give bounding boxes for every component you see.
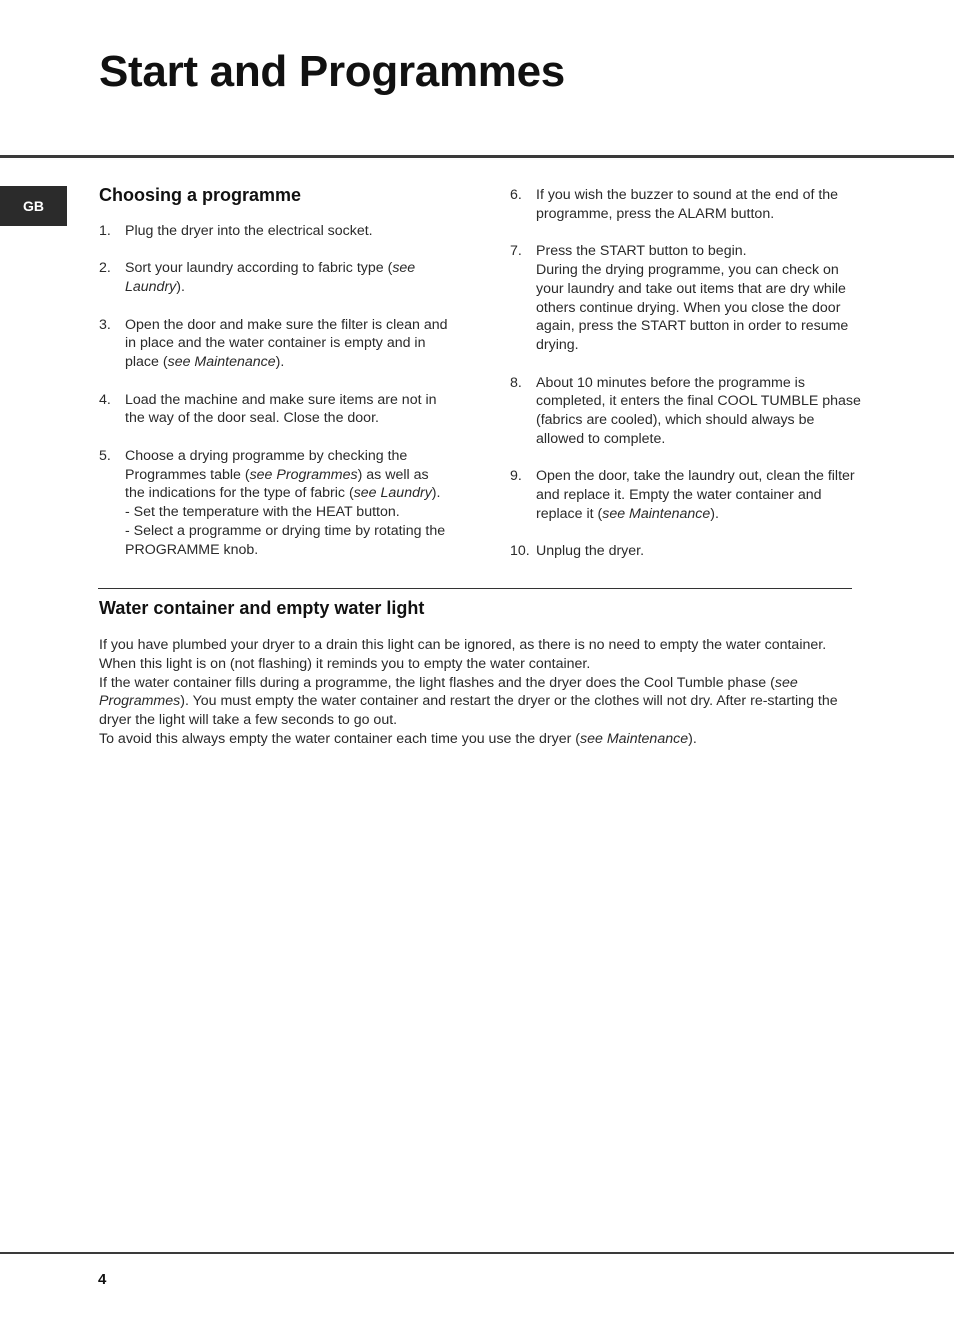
water-section-body	[99, 636, 859, 749]
cross-reference: see Laundry	[125, 260, 416, 296]
step-number: 2.	[99, 260, 111, 277]
cross-reference: see Maintenance	[167, 354, 276, 371]
step-number: 3.	[99, 316, 111, 333]
list-item	[99, 391, 451, 429]
step-text: ).	[431, 485, 441, 502]
step-text: Load the machine and make sure items are not in the way of the door seal. Close the door.	[125, 391, 437, 427]
list-item	[99, 222, 451, 241]
cross-reference: see Maintenance	[580, 730, 689, 747]
section-divider	[98, 588, 852, 589]
step-text: Sort your laundry according to fabric type (	[125, 260, 393, 277]
steps-left-column	[99, 222, 451, 578]
step-number: 7.	[510, 243, 522, 260]
section-heading-water: Water container and empty water light	[99, 598, 425, 618]
step-subline: - Set the temperature with the HEAT button.	[125, 504, 400, 521]
cross-reference: see Programmes	[249, 466, 358, 483]
step-number: 9.	[510, 468, 522, 485]
paragraph	[99, 674, 859, 730]
paragraph-text: If the water container fills during a programme, the light flashes and the dryer does the Cool Tumble phase (	[99, 674, 775, 691]
header-divider	[0, 155, 954, 158]
cross-reference: see Laundry	[353, 485, 432, 502]
step-number: 5.	[99, 447, 111, 464]
list-item	[99, 316, 451, 372]
step-subline: - Select a programme or drying time by rotating the PROGRAMME knob.	[125, 522, 446, 558]
cross-reference: see Programmes	[99, 674, 798, 710]
page-number: 4	[98, 1271, 107, 1288]
step-text: ).	[710, 505, 719, 522]
step-number: 4.	[99, 391, 111, 408]
step-number: 8.	[510, 374, 522, 391]
step-number: 1.	[99, 223, 111, 239]
page-title: Start and Programmes	[99, 47, 565, 96]
step-text: ) as well as the indications for the type of fabric (	[125, 466, 429, 502]
step-text: Unplug the dryer.	[536, 543, 645, 560]
step-text: ).	[275, 354, 285, 371]
paragraph-text: ).	[688, 730, 697, 747]
paragraph-text: To avoid this always empty the water container each time you use the dryer (	[99, 730, 581, 747]
cross-reference: see Maintenance	[602, 505, 711, 522]
step-text: About 10 minutes before the programme is completed, it enters the final COOL TUMBLE phase (fabrics are cooled), which should always be allowed to complete.	[536, 374, 861, 447]
list-item	[99, 259, 451, 297]
paragraph: When this light is on (not flashing) it reminds you to empty the water container.	[99, 655, 591, 672]
step-text: If you wish the buzzer to sound at the end of the programme, press the ALARM button.	[536, 187, 839, 222]
step-text: Plug the dryer into the electrical socket.	[125, 223, 373, 239]
paragraph	[99, 730, 859, 749]
list-item	[99, 447, 451, 560]
step-number: 6.	[510, 187, 522, 203]
step-text: Press the START button to begin.	[536, 243, 747, 260]
step-text: ).	[176, 279, 185, 296]
section-heading-choosing: Choosing a programme	[99, 185, 302, 205]
paragraph-text: ). You must empty the water container and restart the dryer or the clothes will not dry. After re-starting the dryer the light will take a few seconds to go out.	[99, 693, 838, 729]
list-item	[510, 374, 866, 449]
list-item	[510, 242, 866, 355]
paragraph: If you have plumbed your dryer to a drain this light can be ignored, as there is no need to empty the water container.	[99, 637, 827, 653]
list-item	[510, 542, 866, 561]
language-tab: GB	[0, 186, 67, 226]
step-subline: During the drying programme, you can check on your laundry and take out items that are dry while others continue drying. When you close the door again, press the START button in order to resume drying.	[536, 261, 849, 354]
step-text: Choose a drying programme by checking the Programmes table (	[125, 447, 408, 483]
list-item	[510, 467, 866, 523]
step-text: Open the door and make sure the filter is clean and in place and the water container is empty and in place (	[125, 316, 448, 371]
step-text: Open the door, take the laundry out, clean the filter and replace it. Empty the water container and replace it (	[536, 468, 855, 522]
steps-right-column	[510, 186, 866, 580]
step-number: 10.	[510, 543, 530, 560]
list-item	[510, 186, 866, 224]
footer-divider	[0, 1252, 954, 1254]
